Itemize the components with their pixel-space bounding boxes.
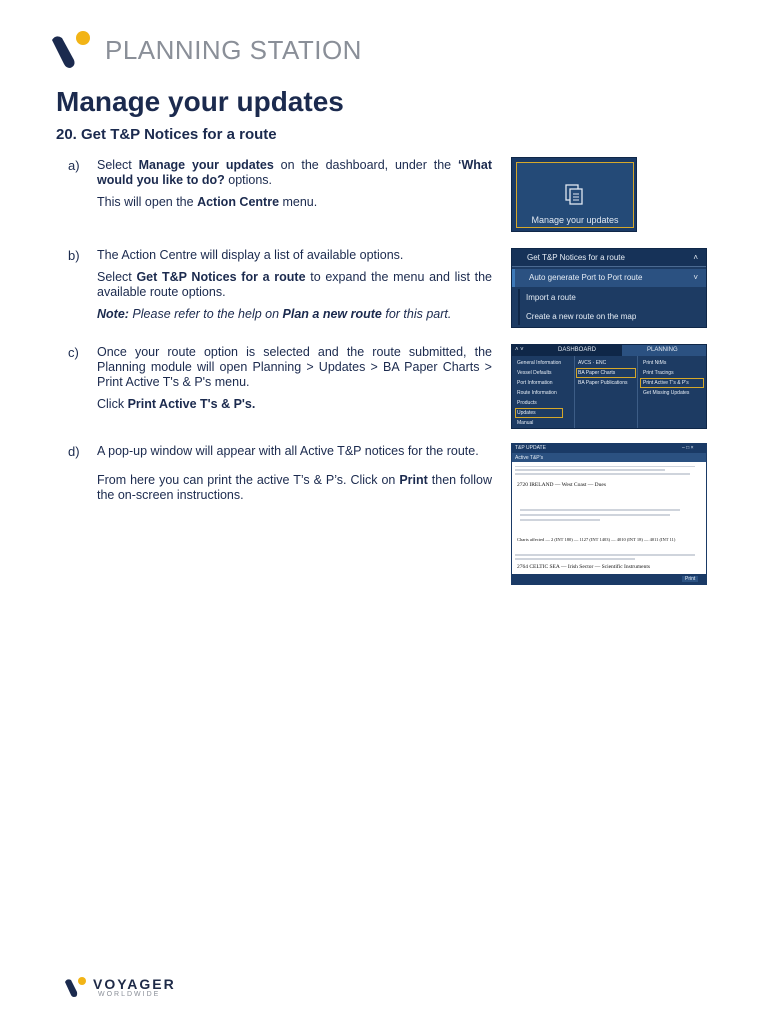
right-item: Print Tracings xyxy=(643,370,674,376)
screenshot-action-centre xyxy=(511,248,707,328)
menu-get-tp-notices: Get T&P Notices for a route ˄ xyxy=(512,249,706,267)
left-item: Port Information xyxy=(517,380,553,386)
step-b-letter: b) xyxy=(68,248,80,263)
mid-item: BA Paper Publications xyxy=(578,380,628,386)
step-d-paragraph-1: A pop-up window will appear with all Active T&P notices for the route. xyxy=(97,444,479,458)
planning-station-logo-icon xyxy=(50,30,94,70)
step-a-letter: a) xyxy=(68,158,80,173)
menu-import-route: Import a route xyxy=(526,293,576,302)
step-b-paragraph-1: The Action Centre will display a list of available options. xyxy=(97,248,404,262)
manage-updates-label: Manage your updates xyxy=(531,215,619,225)
brand-name: PLANNING STATION xyxy=(105,35,362,65)
popup-title: T&P UPDATE xyxy=(515,445,546,451)
chevron-down-icon: ˅ xyxy=(693,273,698,282)
left-item: General Information xyxy=(517,360,562,366)
screenshot-planning-menu xyxy=(511,344,707,429)
step-a-paragraph-2: This will open the Action Centre menu. xyxy=(97,195,318,209)
step-c-paragraph-1: Once your route option is selected and the route submitted, the Planning module will open Planning > Updates > BA Paper Charts > Print Active T's & P's menu. xyxy=(97,345,492,389)
document-stack-icon xyxy=(563,183,587,207)
mid-head: AVCS · ENC xyxy=(578,360,607,366)
tab-planning: PLANNING xyxy=(647,347,678,353)
section-title: 20. Get T&P Notices for a route xyxy=(56,126,277,143)
step-b-paragraph-2: Select Get T&P Notices for a route to expand the menu and list the available route options. xyxy=(97,270,492,299)
page-title: Manage your updates xyxy=(56,86,344,117)
step-b-note: Note: Please refer to the help on Plan a new route for this part. xyxy=(97,307,452,321)
left-item: Vessel Defaults xyxy=(517,370,552,376)
step-a-paragraph-1: Select Manage your updates on the dashboard, under the ‘What would you like to do? options. xyxy=(97,158,492,187)
step-c-letter: c) xyxy=(68,345,79,360)
left-item: Manual xyxy=(517,420,534,426)
notice-2764: 2764 CELTIC SEA — Irish Sector — Scientific Instruments xyxy=(517,564,651,570)
popup-tab: Active T&P's xyxy=(515,455,544,461)
left-item: Route Information xyxy=(517,390,557,396)
right-item: Get Missing Updates xyxy=(643,390,690,396)
tab-dashboard: DASHBOARD xyxy=(558,347,597,353)
voyager-logo-icon xyxy=(64,976,88,998)
menu-create-route: Create a new route on the map xyxy=(526,312,637,321)
footer-subbrand: WORLDWIDE xyxy=(98,991,161,998)
window-controls-icon: – □ × xyxy=(682,445,694,451)
notice-2720: 2720 IRELAND — West Coast — Dues xyxy=(517,482,606,488)
mid-item-ba-paper-charts: BA Paper Charts xyxy=(578,370,616,376)
screenshot-manage-updates xyxy=(511,157,637,232)
chevron-up-icon: ˄ xyxy=(693,253,698,262)
step-c-paragraph-2: Click Print Active T's & P's. xyxy=(97,397,256,411)
footer-brand: VOYAGER xyxy=(93,976,176,992)
print-button[interactable]: Print xyxy=(682,576,698,582)
left-item-updates: Updates xyxy=(517,410,536,416)
left-item: Products xyxy=(517,400,537,406)
menu-auto-generate: Auto generate Port to Port route ˅ xyxy=(512,269,706,287)
step-d-paragraph-2: From here you can print the active T’s & P’s. Click on Print then follow the on-screen instructions. xyxy=(97,473,493,502)
right-item: Print NtMs xyxy=(643,360,667,366)
right-item-print-active: Print Active T's & P's xyxy=(643,380,689,386)
step-d-letter: d) xyxy=(68,444,80,459)
manage-updates-tile xyxy=(516,162,634,228)
screenshot-tp-popup xyxy=(511,443,707,585)
charts-affected: Charts affected — 2 (INT 180) — 1127 (INT 1403) — 4010 (INT 18) — 4011 (INT 11) xyxy=(517,537,676,542)
nav-arrows-icon: ˄ ˅ xyxy=(515,347,524,353)
